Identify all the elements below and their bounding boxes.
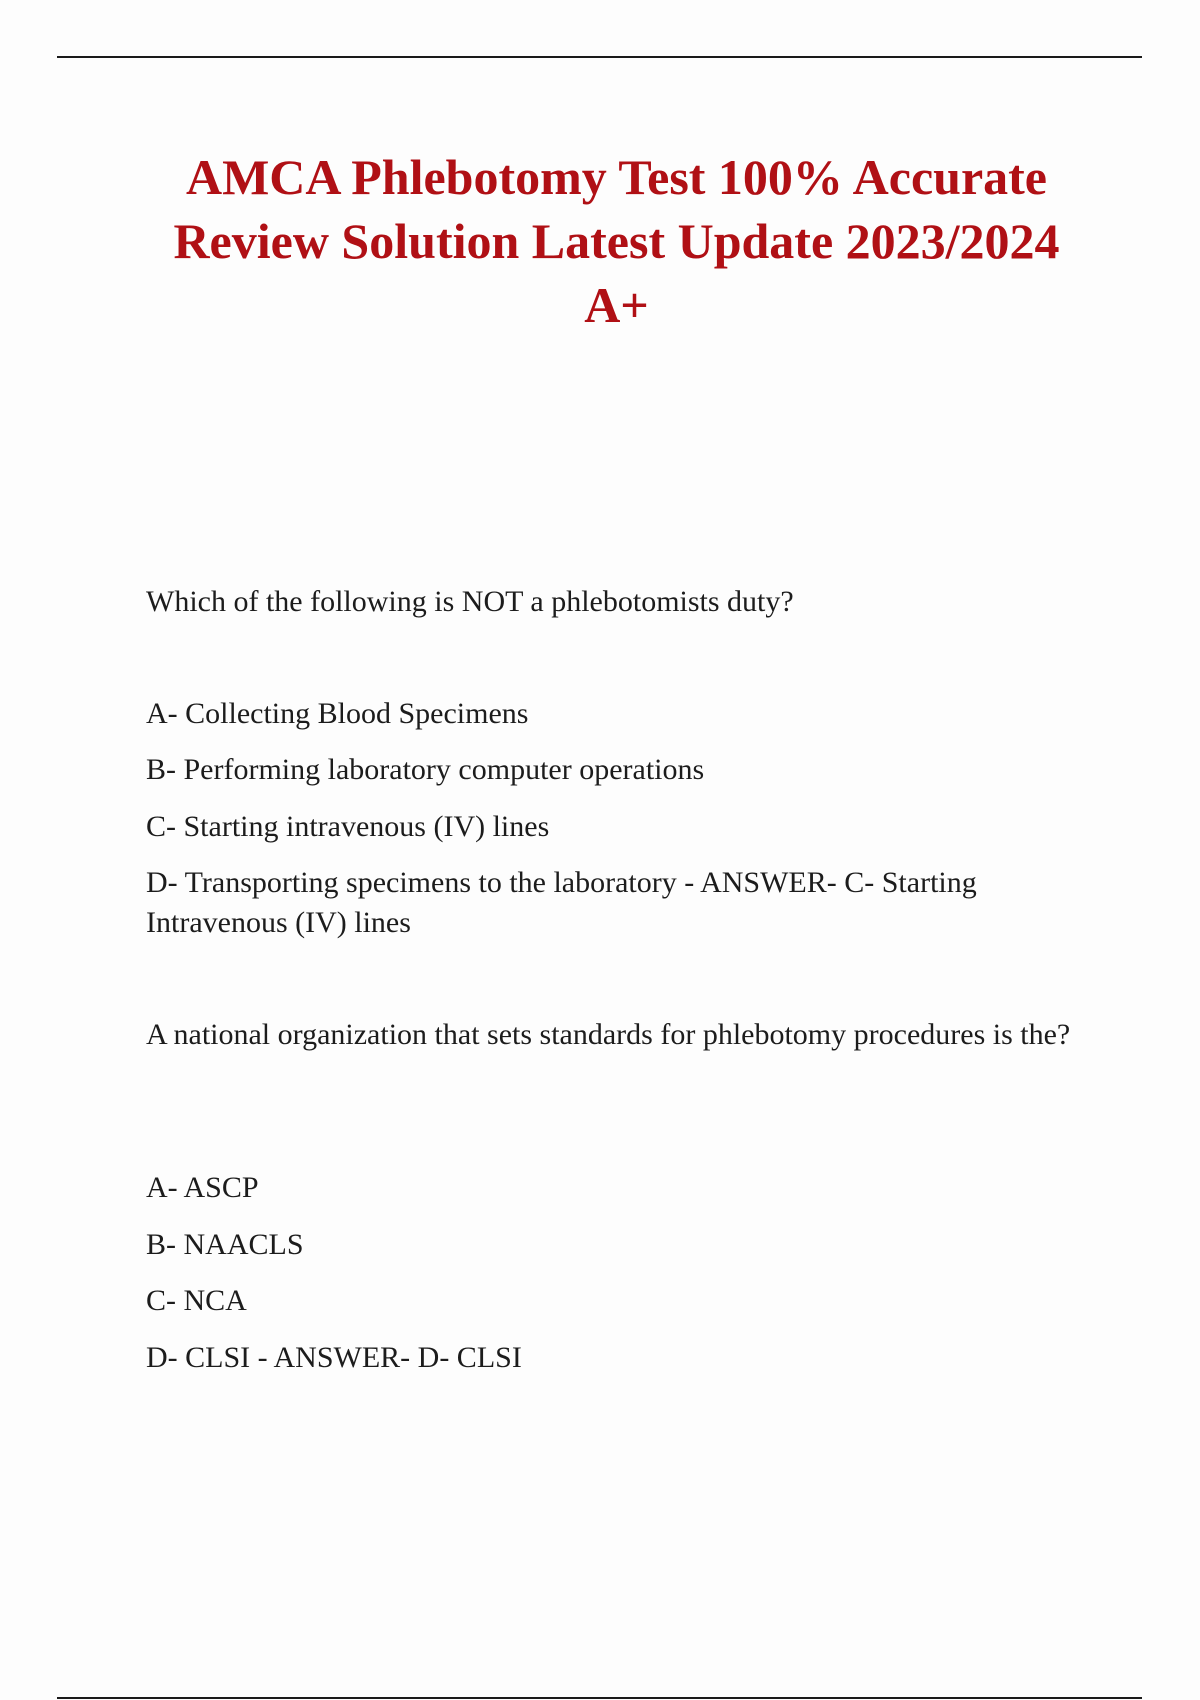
- question-2-option-b: B- NAACLS: [146, 1228, 304, 1261]
- question-2-option-a: A- ASCP: [146, 1171, 259, 1204]
- title-line: A+: [584, 277, 649, 333]
- question-1-option-a: A- Collecting Blood Specimens: [146, 697, 529, 730]
- title-line: Review Solution Latest Update 2023/2024: [173, 213, 1060, 269]
- document-title: [100, 145, 1133, 337]
- question-1-option-d-answer: D- Transporting specimens to the laboratory - ANSWER- C- Starting Intravenous (IV) lines: [146, 866, 977, 939]
- bottom-divider: [57, 1697, 1142, 1699]
- title-line: AMCA Phlebotomy Test 100% Accurate: [185, 149, 1048, 205]
- question-1-prompt: Which of the following is NOT a phlebotomists duty?: [146, 585, 794, 618]
- question-1-option-c: C- Starting intravenous (IV) lines: [146, 810, 550, 843]
- question-2-option-c: C- NCA: [146, 1284, 247, 1317]
- question-2-prompt: A national organization that sets standards for phlebotomy procedures is the?: [146, 1018, 1071, 1051]
- top-divider: [57, 56, 1142, 58]
- question-1-option-b: B- Performing laboratory computer operations: [146, 753, 705, 786]
- question-2-option-d-answer: D- CLSI - ANSWER- D- CLSI: [146, 1341, 522, 1374]
